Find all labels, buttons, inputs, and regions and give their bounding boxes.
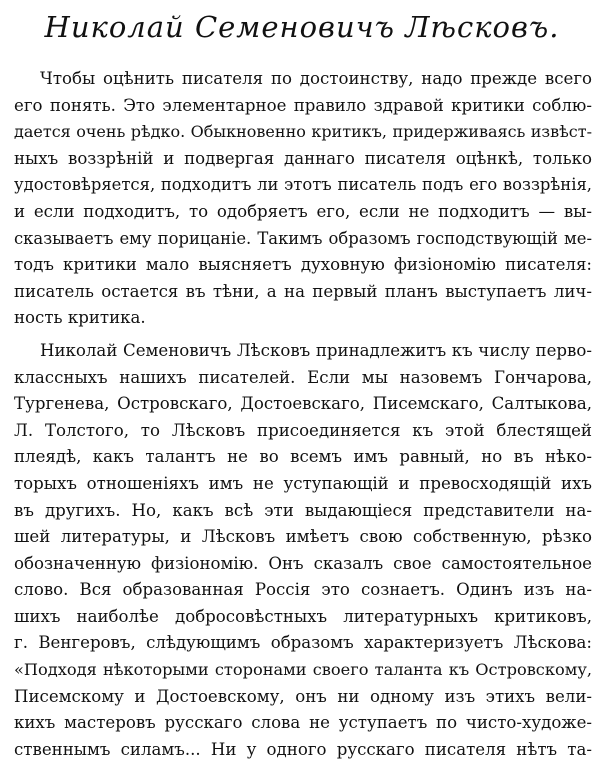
text-line: шихъ наиболѣе добросовѣстныхъ литературныхъ критиковъ, — [14, 606, 592, 626]
text-line: классныхъ нашихъ писателей. Если мы назовемъ Гончарова, — [14, 367, 592, 387]
text-line: торыхъ отношеніяхъ имъ не уступающій и превосходящій ихъ — [14, 473, 592, 493]
text-line: Л. Толстого, то Лѣсковъ присоединяется къ этой блестящей — [14, 420, 592, 440]
text-line: плеядѣ, какъ талантъ не во всемъ имъ равный, но въ нѣко- — [14, 447, 592, 467]
paragraph-2 — [14, 338, 592, 763]
paragraph-1 — [14, 66, 592, 332]
text-line: ность критика. — [14, 308, 146, 328]
text-line: въ другихъ. Но, какъ всѣ эти выдающіеся представители на- — [14, 500, 592, 520]
text-line: Чтобы оцѣнить писателя по достоинству, надо прежде всего — [40, 69, 592, 88]
text-line: его понять. Это элементарное правило здравой критики соблю- — [14, 95, 592, 115]
text-line: г. Венгеровъ, слѣдующимъ образомъ характеризуетъ Лѣскова: — [14, 633, 592, 653]
text-line: тодъ критики мало выясняетъ духовную физіономію писателя: — [14, 255, 592, 275]
text-line: ныхъ воззрѣній и подвергая даннаго писателя оцѣнкѣ, только — [14, 148, 592, 168]
text-line: дается очень рѣдко. Обыкновенно критикъ, придерживаясь извѣст- — [14, 122, 592, 142]
text-line: удостовѣряется, подходитъ ли этотъ писатель подъ его воззрѣнія, — [14, 175, 592, 195]
page-title: Николай Семеновичъ Лѣсковъ. — [44, 10, 560, 44]
text-line: Писемскому и Достоевскому, онъ ни одному изъ этихъ вели- — [14, 686, 592, 706]
text-line: слово. Вся образованная Россія это сознаетъ. Одинъ изъ на- — [14, 580, 592, 600]
text-line: сказываетъ ему порицаніе. Такимъ образомъ господствующій ме- — [14, 228, 592, 248]
text-line: Николай Семеновичъ Лѣсковъ принадлежитъ къ числу перво- — [40, 340, 592, 360]
text-line: и если подходитъ, то одобряетъ его, если не подходитъ — вы- — [14, 201, 592, 221]
text-line: Тургенева, Островскаго, Достоевскаго, Писемскаго, Салтыкова, — [14, 394, 592, 414]
body-text — [14, 66, 592, 763]
text-line: кихъ мастеровъ русскаго слова не уступаетъ по чисто-художе- — [14, 713, 592, 733]
text-line: шей литературы, и Лѣсковъ имѣетъ свою собственную, рѣзко — [14, 527, 592, 547]
text-line: писатель остается въ тѣни, а на первый планъ выступаетъ лич- — [14, 281, 592, 301]
text-line: «Подходя нѣкоторыми сторонами своего таланта къ Островскому, — [14, 660, 592, 680]
text-line: ственнымъ силамъ... Ни у одного русскаго писателя нѣтъ та- — [14, 739, 592, 759]
text-line: обозначенную физіономію. Онъ сказалъ свое самостоятельное — [14, 553, 592, 573]
